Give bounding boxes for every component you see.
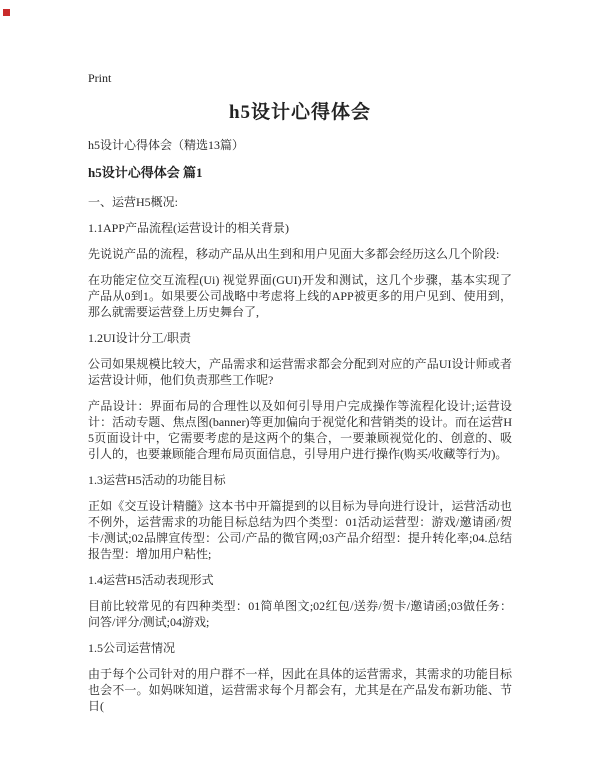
paragraph: 1.5公司运营情况 (88, 641, 176, 655)
paragraph: 公司如果规模比较大，产品需求和运营需求都会分配到对应的产品UI设计师或者运营设计师，他们负责那些工作呢? (88, 357, 512, 387)
page-title: h5设计心得体会 (228, 102, 372, 123)
paragraph: 先说说产品的流程，移动产品从出生到和用户见面大多都会经历这么几个阶段: (88, 247, 500, 261)
paragraph: 1.4运营H5活动表现形式 (88, 573, 214, 587)
doc-subtitle: h5设计心得体会（精选13篇） (88, 138, 245, 152)
corner-marker (3, 9, 10, 16)
document-content (88, 69, 512, 724)
paragraph: 由于每个公司针对的用户群不一样，因此在具体的运营需求，其需求的功能目标也会不一。如妈咪知道，运营需求每个月都会有，尤其是在产品发布新功能、节日( (88, 667, 512, 713)
paragraph: 1.1APP产品流程(运营设计的相关背景) (88, 221, 290, 235)
paragraph: 1.3运营H5活动的功能目标 (88, 473, 226, 487)
part-heading: h5设计心得体会 篇1 (88, 165, 203, 180)
print-link[interactable]: Print (88, 71, 112, 85)
paragraph: 产品设计：界面布局的合理性以及如何引导用户完成操作等流程化设计;运营设计：活动专题、焦点图(banner)等更加偏向于视觉化和营销类的设计。而在运营H5页面设计中，它需要考虑的是这两个的集合，一要兼顾视觉化的、创意的、吸引人的，也要兼顾能合理布局页面信息，引导用户进行操作(购买/收藏等行为)。 (88, 399, 512, 461)
paragraph-list (88, 194, 512, 714)
paragraph: 目前比较常见的有四种类型：01简单图文;02红包/送券/贺卡/邀请函;03做任务：问答/评分/测试;04游戏; (88, 599, 512, 629)
paragraph: 1.2UI设计分工/职责 (88, 331, 191, 345)
paragraph: 一、运营H5概况: (88, 195, 179, 209)
paragraph: 在功能定位交互流程(Ui) 视觉界面(GUI)开发和测试，这几个步骤，基本实现了产品从0到1。如果要公司战略中考虑将上线的APP被更多的用户见到、使用到，那么就需要运营登上历史舞台了, (88, 273, 512, 319)
paragraph: 正如《交互设计精髓》这本书中开篇提到的以目标为导向进行设计，运营活动也不例外，运营需求的功能目标总结为四个类型：01活动运营型：游戏/邀请函/贺卡/测试;02品牌宣传型：公司/产品的微官网;03产品介绍型：提升转化率;04.总结报告型：增加用户粘性; (88, 499, 512, 561)
